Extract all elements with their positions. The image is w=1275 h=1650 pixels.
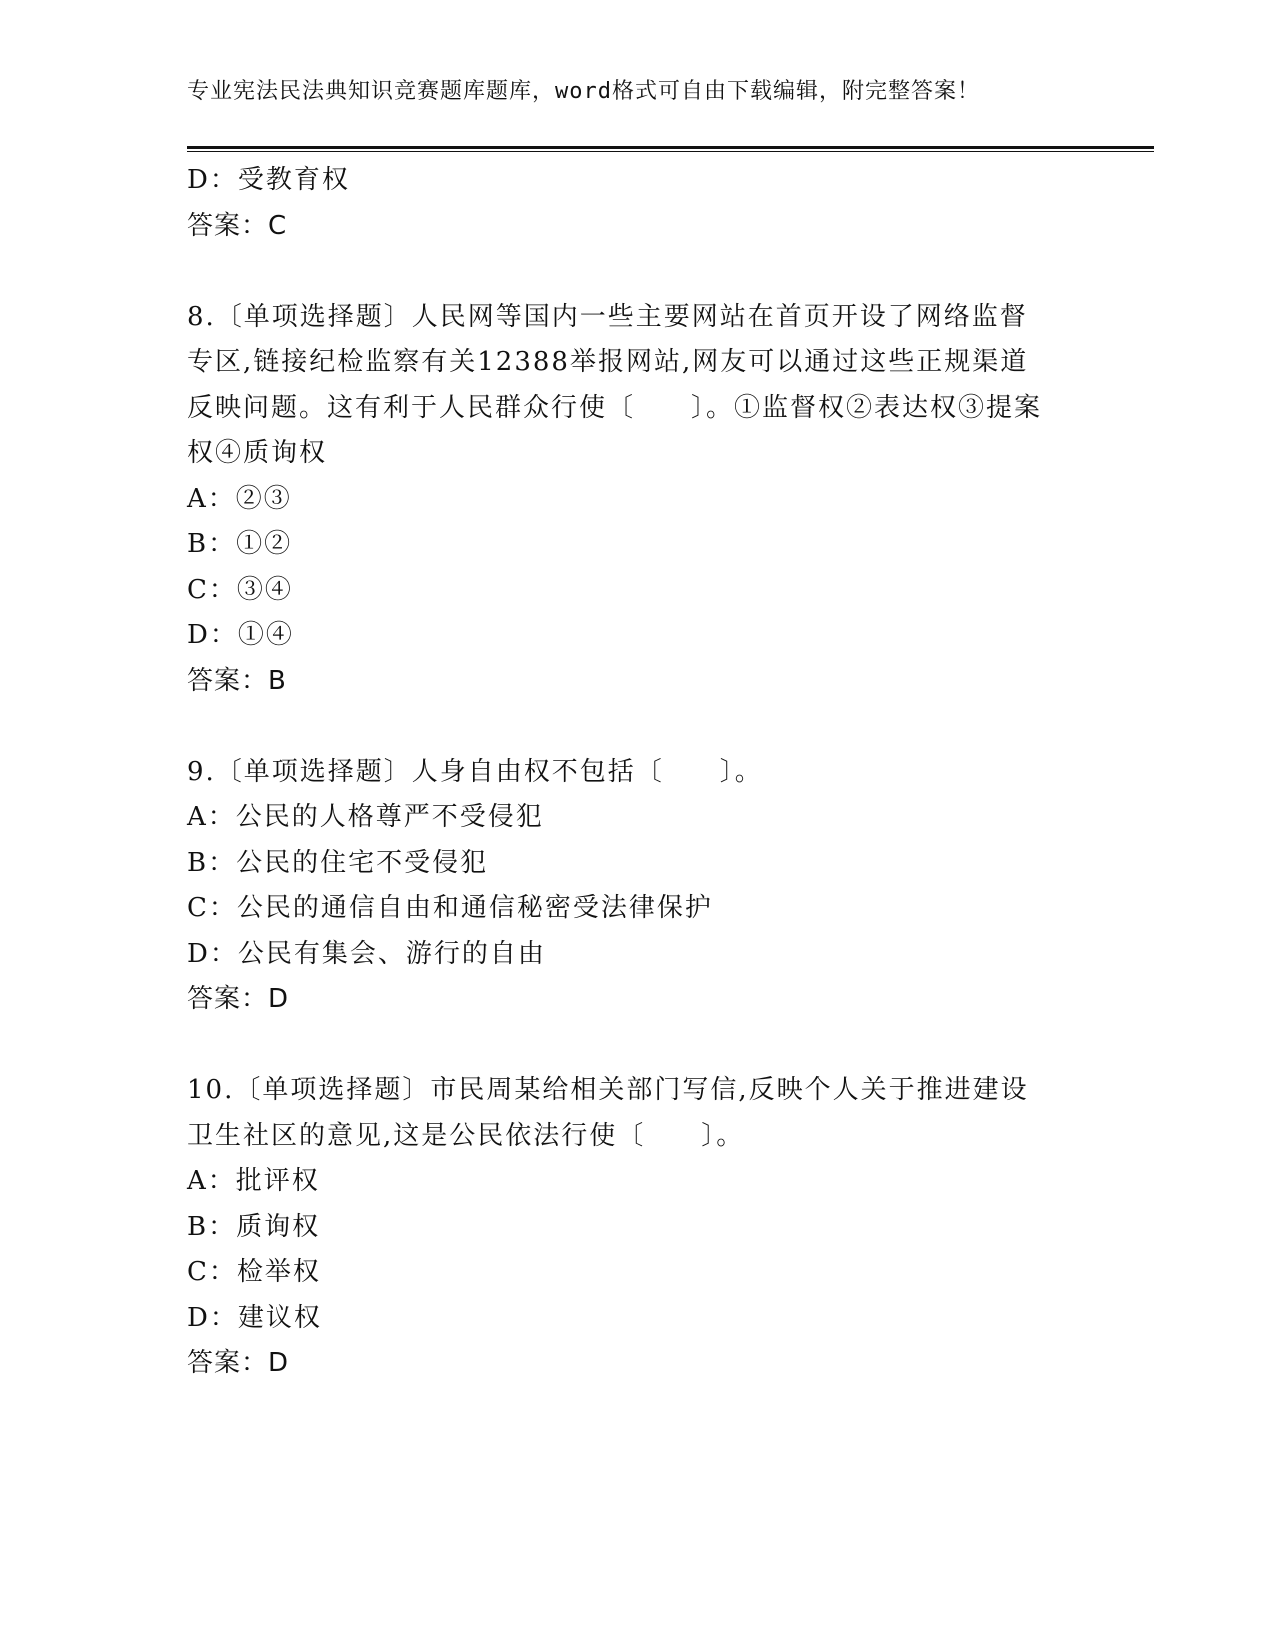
question-9-option-c: C：公民的通信自由和通信秘密受法律保护 (187, 893, 713, 923)
question-8-stem: 8.〔单项选择题〕人民网等国内一些主要网站在首页开设了网络监督 专区,链接纪检监察有关12388举报网站,网友可以通过这些正规渠道 反映问题。这有利于人民群众行使〔 〕。①监督权②表达权③提案 权④质询权 (187, 301, 1043, 468)
option-d-prev: D：受教育权 (187, 165, 350, 195)
question-10-option-b: B：质询权 (187, 1211, 321, 1242)
question-8-option-d: D：①④ (187, 620, 294, 650)
question-10-option-c: C：检举权 (187, 1257, 321, 1287)
question-10-option-d: D：建议权 (187, 1302, 322, 1333)
answer-prev: 答案：C (187, 210, 288, 241)
question-8-option-a: A：②③ (187, 483, 292, 514)
question-9-option-a: A：公民的人格尊严不受侵犯 (187, 802, 544, 832)
question-10-answer: 答案：D (187, 1348, 290, 1378)
question-10-stem: 10.〔单项选择题〕市民周某给相关部门写信,反映个人关于推进建设 卫生社区的意见,这是公民依法行使〔 〕。 (187, 1075, 1029, 1151)
document-content (187, 158, 1087, 1387)
question-9-stem: 9.〔单项选择题〕人身自由权不包括〔 〕。 (187, 756, 763, 787)
spacer (187, 1023, 1087, 1069)
question-8-option-b: B：①② (187, 529, 293, 559)
spacer (187, 704, 1087, 750)
header-rule-thick (187, 146, 1154, 149)
question-8-answer: 答案：B (187, 665, 287, 696)
spacer (187, 249, 1087, 295)
question-9-option-b: B：公民的住宅不受侵犯 (187, 847, 489, 878)
question-8-option-c: C：③④ (187, 574, 293, 605)
question-9-answer: 答案：D (187, 984, 290, 1014)
question-10-option-a: A：批评权 (187, 1166, 320, 1196)
header-rule-thin (187, 151, 1154, 152)
question-9-option-d: D：公民有集会、游行的自由 (187, 938, 546, 969)
page-header: 专业宪法民法典知识竞赛题库题库，word格式可自由下载编辑，附完整答案！ (187, 79, 980, 104)
